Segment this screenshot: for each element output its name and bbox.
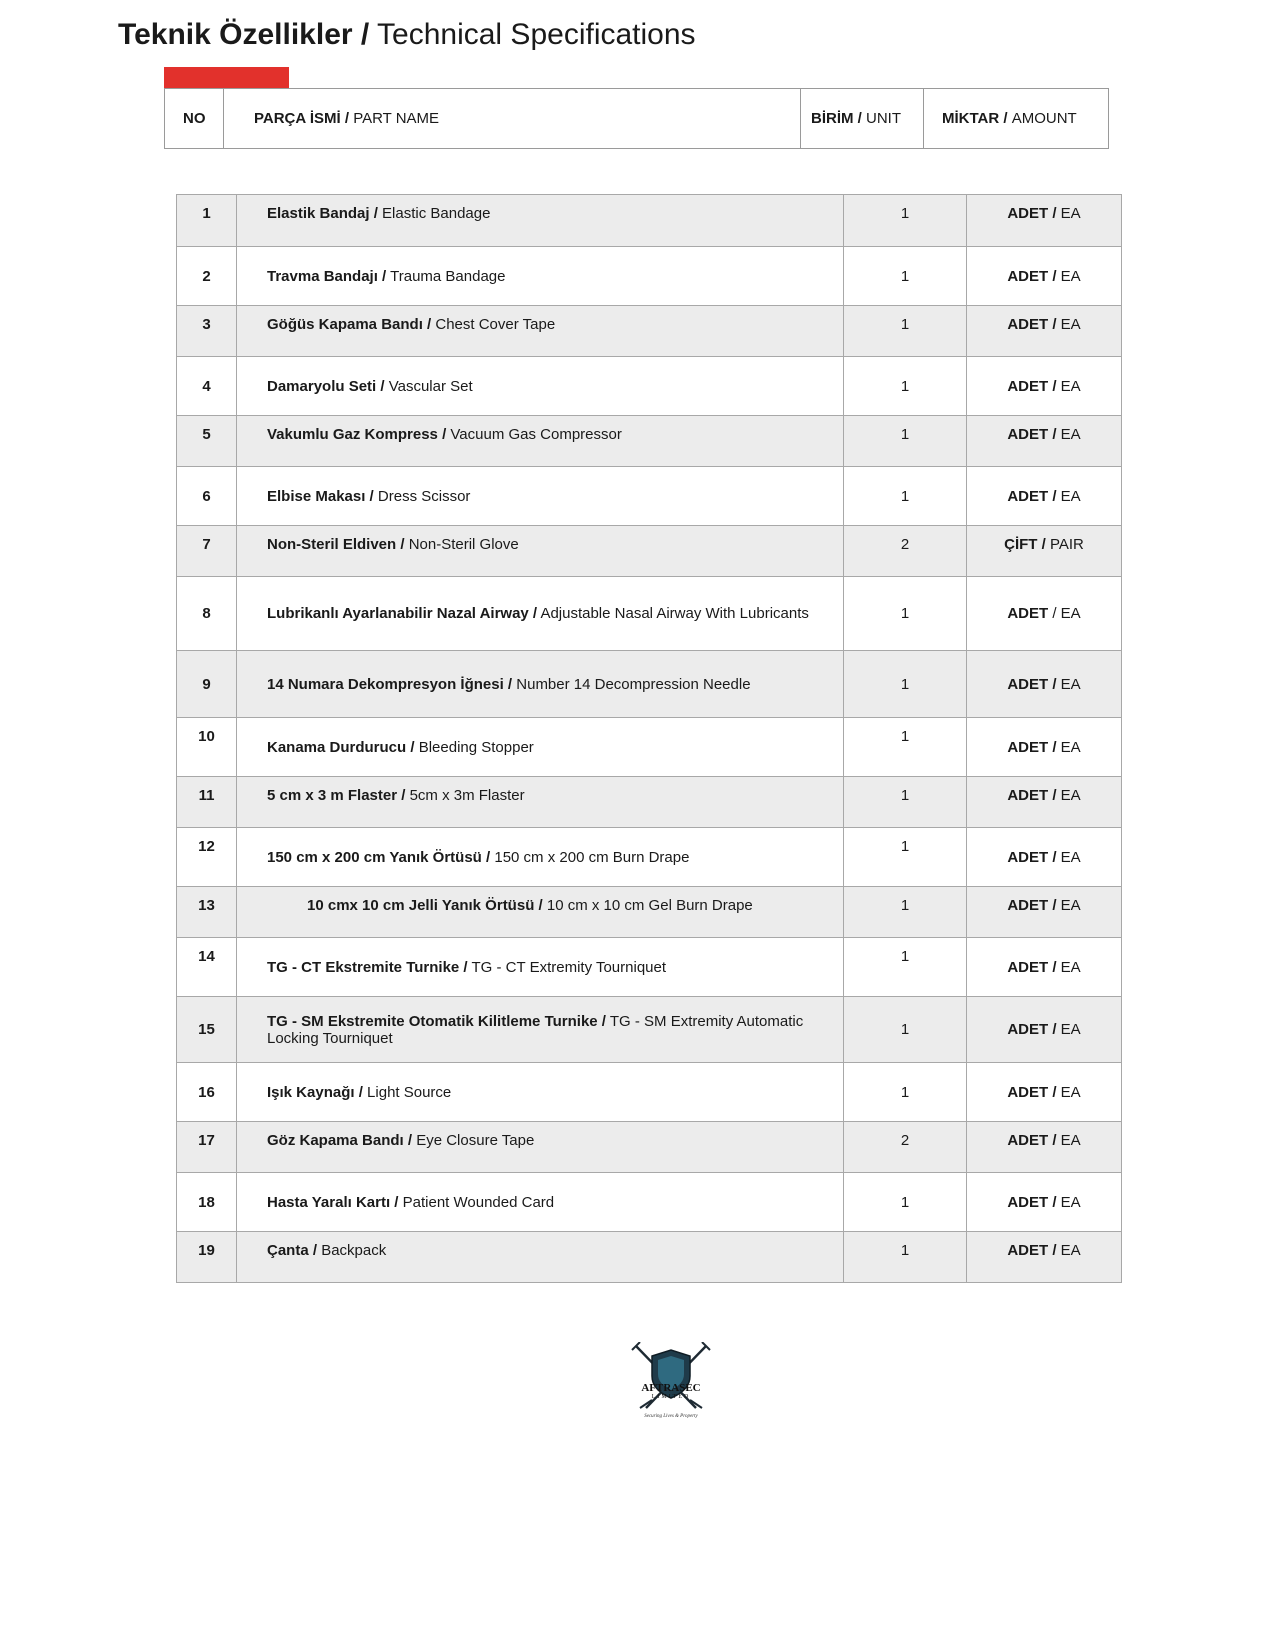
amount-en: EA xyxy=(1060,738,1081,756)
part-name-tr: Hasta Yaralı Kartı / xyxy=(267,1193,399,1211)
part-name-en: Light Source xyxy=(367,1083,452,1101)
header-no-label: NO xyxy=(183,110,206,127)
amount-tr: ADET / xyxy=(1007,426,1057,443)
row-unit: 1 xyxy=(844,828,967,887)
row-amount xyxy=(967,718,1122,777)
table-row xyxy=(177,1173,1122,1232)
table-row xyxy=(177,828,1122,887)
table-row xyxy=(177,1232,1122,1283)
table-row xyxy=(177,357,1122,416)
amount-en: EA xyxy=(1060,316,1081,333)
row-unit: 1 xyxy=(844,357,967,416)
amount-tr: ADET / xyxy=(1007,848,1057,866)
part-name-en: Dress Scissor xyxy=(377,487,471,505)
header-no xyxy=(165,89,224,148)
amount-en: EA xyxy=(1060,1242,1081,1259)
amount-tr: ADET / xyxy=(1007,958,1057,976)
page-title xyxy=(118,18,696,52)
amount-tr: ADET / xyxy=(1007,205,1057,222)
row-amount xyxy=(967,997,1122,1063)
row-no: 13 xyxy=(177,887,237,938)
amount-tr: ADET / xyxy=(1007,675,1057,693)
amount-en: EA xyxy=(1060,1132,1081,1149)
part-name-tr: Kanama Durdurucu / xyxy=(267,738,415,756)
table-row xyxy=(177,416,1122,467)
header-part-tr: PARÇA İSMİ / xyxy=(254,110,350,127)
row-unit: 1 xyxy=(844,247,967,306)
amount-en: EA xyxy=(1060,377,1081,395)
row-unit: 2 xyxy=(844,1122,967,1173)
row-part-name xyxy=(237,1232,844,1283)
row-amount xyxy=(967,306,1122,357)
row-no: 10 xyxy=(177,718,237,777)
row-part-name xyxy=(237,777,844,828)
part-name-en: Number 14 Decompression Needle xyxy=(516,675,751,693)
company-logo xyxy=(630,1342,712,1426)
part-name-en: Chest Cover Tape xyxy=(435,316,556,333)
title-english: Technical Specifications xyxy=(377,18,696,51)
part-name-en: TG - SM Extremity Automatic Locking Tourniquet xyxy=(267,1012,804,1047)
row-no: 15 xyxy=(177,997,237,1063)
table-row xyxy=(177,718,1122,777)
header-unit-tr: BİRİM / xyxy=(811,110,862,127)
part-name-en: 150 cm x 200 cm Burn Drape xyxy=(494,848,690,866)
amount-en: PAIR xyxy=(1049,536,1084,553)
part-name-tr: Lubrikanlı Ayarlanabilir Nazal Airway / xyxy=(267,605,538,622)
part-name-en: TG - CT Extremity Tourniquet xyxy=(471,958,667,976)
header-part-en: PART NAME xyxy=(353,110,440,127)
header-amount-en: AMOUNT xyxy=(1011,110,1077,127)
row-amount xyxy=(967,1122,1122,1173)
row-unit: 1 xyxy=(844,306,967,357)
row-part-name xyxy=(237,357,844,416)
table-row xyxy=(177,247,1122,306)
table-row xyxy=(177,887,1122,938)
row-unit: 1 xyxy=(844,997,967,1063)
row-no: 2 xyxy=(177,247,237,306)
part-name-tr: Elastik Bandaj / xyxy=(267,205,378,222)
row-amount xyxy=(967,247,1122,306)
amount-en: EA xyxy=(1060,1021,1081,1038)
part-name-en: Eye Closure Tape xyxy=(416,1132,535,1149)
row-amount xyxy=(967,651,1122,718)
row-amount xyxy=(967,777,1122,828)
amount-tr: ADET / xyxy=(1007,787,1057,804)
part-name-tr: Elbise Makası / xyxy=(267,487,374,505)
column-header-table xyxy=(164,88,1109,149)
row-no: 7 xyxy=(177,526,237,577)
table-row xyxy=(177,1122,1122,1173)
header-part-name xyxy=(224,89,801,148)
amount-tr: ADET / xyxy=(1007,267,1057,285)
row-unit: 1 xyxy=(844,467,967,526)
part-name-tr: TG - SM Ekstremite Otomatik Kilitleme Turnike / xyxy=(267,1012,606,1030)
row-amount xyxy=(967,1063,1122,1122)
row-no: 4 xyxy=(177,357,237,416)
row-no: 3 xyxy=(177,306,237,357)
table-row xyxy=(177,777,1122,828)
table-row xyxy=(177,651,1122,718)
amount-en: EA xyxy=(1060,848,1081,866)
table-row xyxy=(177,467,1122,526)
row-part-name xyxy=(237,416,844,467)
title-turkish: Teknik Özellikler / xyxy=(118,18,370,51)
row-amount xyxy=(967,467,1122,526)
row-amount xyxy=(967,1173,1122,1232)
part-name-tr: 150 cm x 200 cm Yanık Örtüsü / xyxy=(267,848,491,866)
row-no: 14 xyxy=(177,938,237,997)
row-unit: 2 xyxy=(844,526,967,577)
row-part-name xyxy=(237,526,844,577)
amount-en: / EA xyxy=(1052,605,1081,622)
row-part-name xyxy=(237,887,844,938)
header-unit-en: UNIT xyxy=(866,110,902,127)
header-amount-tr: MİKTAR / xyxy=(942,110,1008,127)
row-unit: 1 xyxy=(844,577,967,651)
amount-en: EA xyxy=(1060,1193,1081,1211)
table-row xyxy=(177,195,1122,247)
row-unit: 1 xyxy=(844,1232,967,1283)
part-name-en: Patient Wounded Card xyxy=(402,1193,555,1211)
part-name-en: Vascular Set xyxy=(388,377,473,395)
logo-sub: LIMITED xyxy=(651,1394,691,1400)
amount-en: EA xyxy=(1060,897,1081,914)
part-name-en: Non-Steril Glove xyxy=(408,536,519,553)
row-amount xyxy=(967,195,1122,247)
row-no: 6 xyxy=(177,467,237,526)
amount-en: EA xyxy=(1060,958,1081,976)
row-part-name xyxy=(237,195,844,247)
table-row xyxy=(177,577,1122,651)
header-unit xyxy=(801,89,924,148)
row-part-name xyxy=(237,1063,844,1122)
amount-tr: ADET xyxy=(1007,605,1049,622)
row-amount xyxy=(967,828,1122,887)
part-name-tr: 10 cmx 10 cm Jelli Yanık Örtüsü / xyxy=(307,897,543,914)
amount-tr: ADET / xyxy=(1007,316,1057,333)
row-no: 16 xyxy=(177,1063,237,1122)
row-amount xyxy=(967,357,1122,416)
row-no: 18 xyxy=(177,1173,237,1232)
row-no: 11 xyxy=(177,777,237,828)
row-part-name xyxy=(237,997,844,1063)
part-name-tr: Vakumlu Gaz Kompress / xyxy=(267,426,447,443)
part-name-tr: Çanta / xyxy=(267,1242,318,1259)
row-no: 1 xyxy=(177,195,237,247)
part-name-en: 5cm x 3m Flaster xyxy=(409,787,525,804)
row-part-name xyxy=(237,651,844,718)
part-name-en: Vacuum Gas Compressor xyxy=(450,426,622,443)
row-amount xyxy=(967,577,1122,651)
amount-tr: ADET / xyxy=(1007,1193,1057,1211)
row-amount xyxy=(967,526,1122,577)
amount-tr: ADET / xyxy=(1007,1021,1057,1038)
amount-en: EA xyxy=(1060,205,1081,222)
row-part-name xyxy=(237,938,844,997)
row-part-name xyxy=(237,718,844,777)
row-unit: 1 xyxy=(844,938,967,997)
row-no: 17 xyxy=(177,1122,237,1173)
part-name-tr: Göz Kapama Bandı / xyxy=(267,1132,413,1149)
part-name-tr: 14 Numara Dekompresyon İğnesi / xyxy=(267,675,513,693)
row-no: 19 xyxy=(177,1232,237,1283)
row-unit: 1 xyxy=(844,887,967,938)
row-unit: 1 xyxy=(844,1063,967,1122)
part-name-en: Backpack xyxy=(321,1242,387,1259)
part-name-en: Trauma Bandage xyxy=(390,267,506,285)
row-part-name xyxy=(237,306,844,357)
row-part-name xyxy=(237,467,844,526)
part-name-tr: Non-Steril Eldiven / xyxy=(267,536,405,553)
part-name-tr: Damaryolu Seti / xyxy=(267,377,385,395)
row-unit: 1 xyxy=(844,1173,967,1232)
amount-tr: ÇİFT / xyxy=(1004,536,1046,553)
part-name-tr: Işık Kaynağı / xyxy=(267,1083,363,1101)
part-name-tr: Göğüs Kapama Bandı / xyxy=(267,316,432,333)
row-part-name xyxy=(237,1122,844,1173)
row-amount xyxy=(967,416,1122,467)
row-part-name xyxy=(237,247,844,306)
table-row xyxy=(177,526,1122,577)
row-unit: 1 xyxy=(844,718,967,777)
row-no: 9 xyxy=(177,651,237,718)
table-row xyxy=(177,1063,1122,1122)
row-no: 5 xyxy=(177,416,237,467)
amount-tr: ADET / xyxy=(1007,738,1057,756)
logo-tagline: Securing Lives & Property xyxy=(644,1414,698,1419)
amount-tr: ADET / xyxy=(1007,1242,1057,1259)
row-unit: 1 xyxy=(844,777,967,828)
parts-table xyxy=(176,194,1122,1283)
part-name-tr: 5 cm x 3 m Flaster / xyxy=(267,787,406,804)
amount-en: EA xyxy=(1060,426,1081,443)
part-name-en: 10 cm x 10 cm Gel Burn Drape xyxy=(546,897,753,914)
part-name-tr: TG - CT Ekstremite Turnike / xyxy=(267,958,468,976)
table-row xyxy=(177,306,1122,357)
logo-brand: AFTRASEC xyxy=(641,1382,701,1394)
amount-en: EA xyxy=(1060,1083,1081,1101)
red-accent-bar xyxy=(164,67,289,88)
amount-tr: ADET / xyxy=(1007,897,1057,914)
row-part-name xyxy=(237,828,844,887)
amount-en: EA xyxy=(1060,675,1081,693)
amount-en: EA xyxy=(1060,787,1081,804)
row-amount xyxy=(967,1232,1122,1283)
row-amount xyxy=(967,938,1122,997)
row-part-name xyxy=(237,1173,844,1232)
amount-en: EA xyxy=(1060,487,1081,505)
row-no: 8 xyxy=(177,577,237,651)
row-unit: 1 xyxy=(844,416,967,467)
part-name-en: Adjustable Nasal Airway With Lubricants xyxy=(540,605,809,622)
amount-en: EA xyxy=(1060,267,1081,285)
amount-tr: ADET / xyxy=(1007,487,1057,505)
part-name-en: Bleeding Stopper xyxy=(418,738,534,756)
table-row xyxy=(177,938,1122,997)
table-row xyxy=(177,997,1122,1063)
row-part-name xyxy=(237,577,844,651)
header-amount xyxy=(924,89,1108,148)
row-amount xyxy=(967,887,1122,938)
part-name-tr: Travma Bandajı / xyxy=(267,267,387,285)
part-name-en: Elastic Bandage xyxy=(382,205,491,222)
row-no: 12 xyxy=(177,828,237,887)
row-unit: 1 xyxy=(844,195,967,247)
amount-tr: ADET / xyxy=(1007,377,1057,395)
amount-tr: ADET / xyxy=(1007,1132,1057,1149)
row-unit: 1 xyxy=(844,651,967,718)
amount-tr: ADET / xyxy=(1007,1083,1057,1101)
